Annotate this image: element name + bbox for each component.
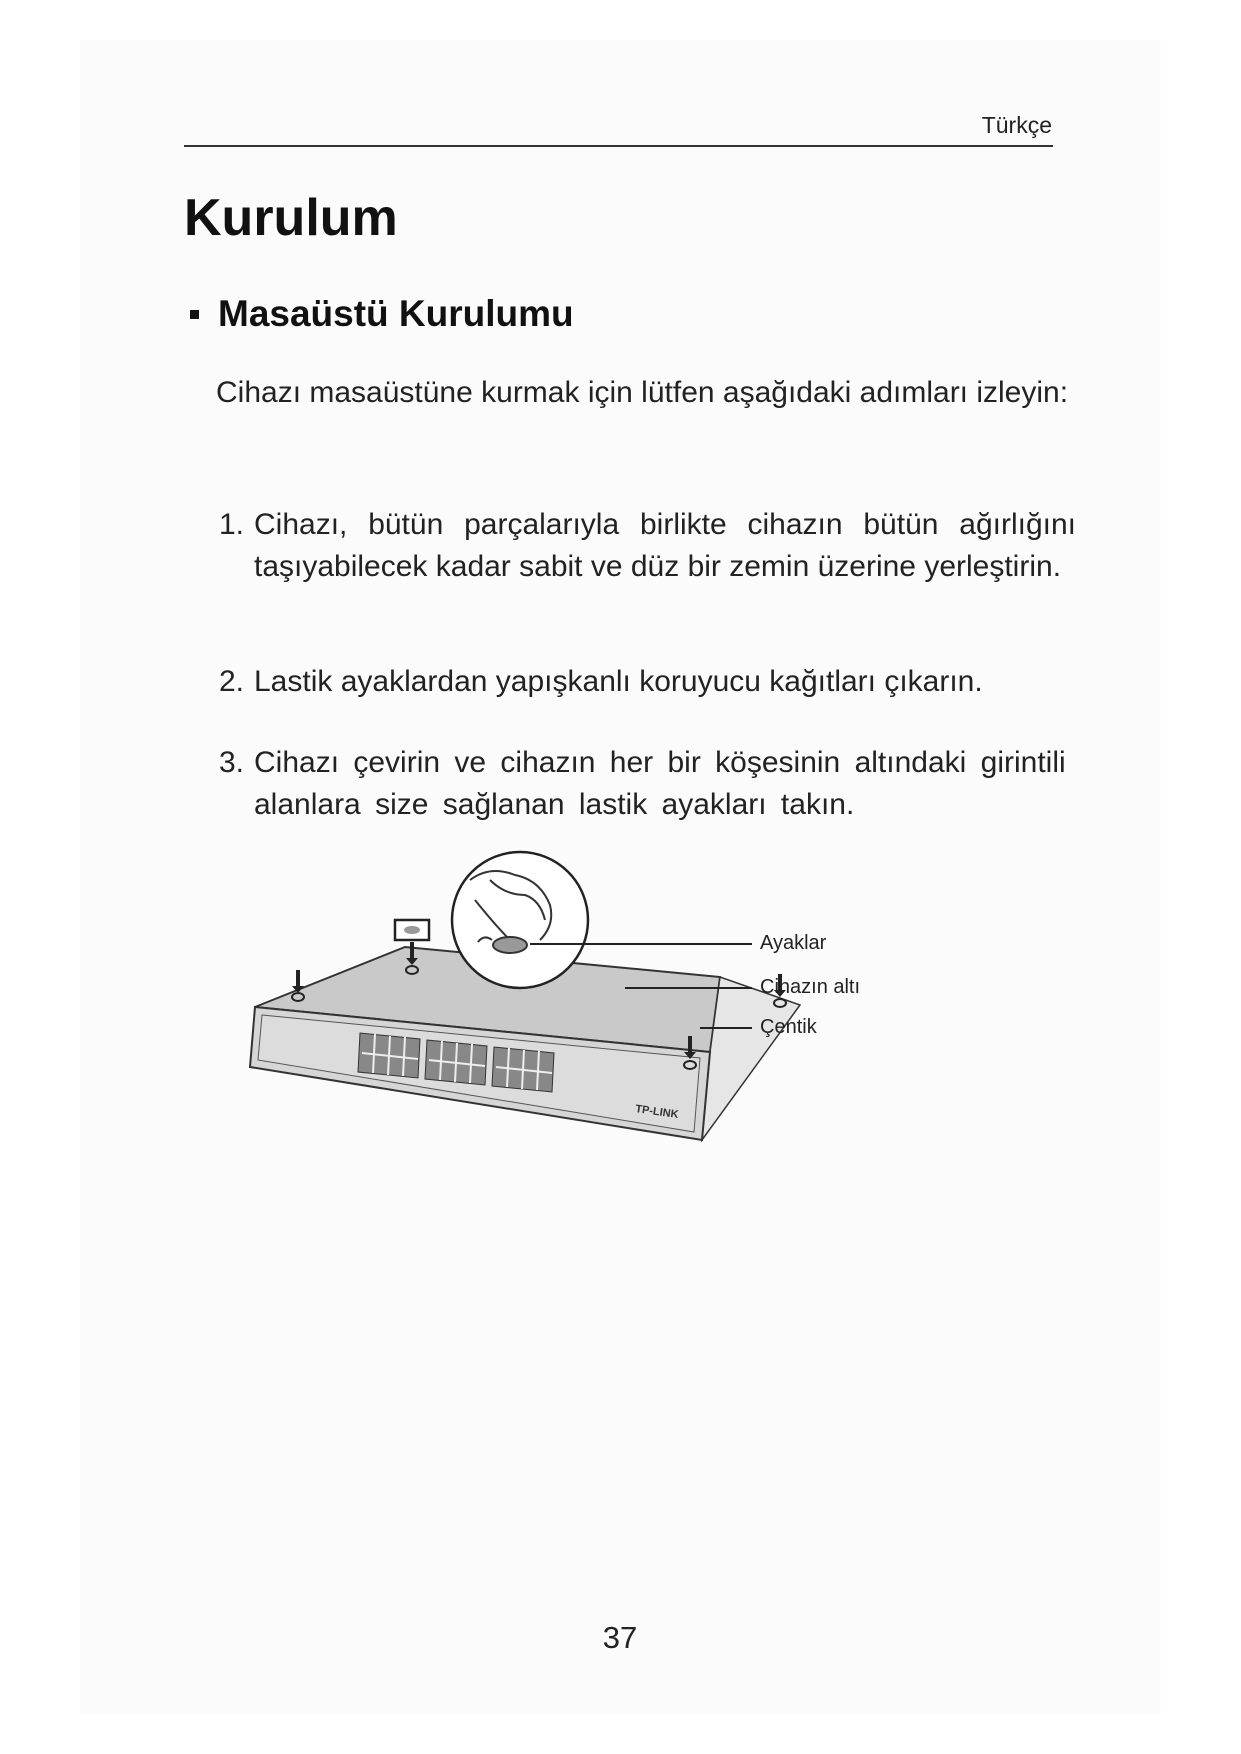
foot-arrow-icon (410, 942, 414, 960)
foot-arrow-icon (688, 1036, 692, 1054)
intro-paragraph: Cihazı masaüstüne kurmak için lütfen aşağıdaki adımları izleyin: (216, 376, 1069, 409)
language-label: Türkçe (981, 112, 1052, 138)
foot-arrow-icon (296, 970, 300, 988)
header-rule (184, 145, 1053, 147)
page-title: Kurulum (184, 189, 398, 247)
step-text: Lastik ayaklardan yapışkanlı koruyucu kağıtları çıkarın. (254, 665, 983, 698)
label-feet: Ayaklar (760, 932, 827, 954)
zoom-circle (452, 852, 588, 988)
page-number: 37 (602, 1620, 638, 1655)
switch-illustration (240, 850, 980, 1170)
square-bullet-icon (190, 310, 199, 319)
brand-text: TP-LINK (634, 1103, 680, 1122)
step-text: Cihazı çevirin ve cihazın her bir köşesinin altındaki girintili alanlara size sağlanan lastik ayakları takın. (254, 746, 1066, 821)
label-underside: Cihazın altı (760, 976, 861, 998)
step-item (219, 504, 1079, 634)
step-item (219, 661, 1079, 705)
label-notch: Çentik (760, 1016, 817, 1038)
installation-figure (240, 850, 980, 1170)
step-item (219, 742, 1079, 830)
step-number: 2. (219, 665, 245, 698)
step-text: Cihazı, bütün parçalarıyla birlikte cihazın bütün ağırlığını taşıyabilecek kadar sabit ve düz bir zemin üzerine yerleştirin. (254, 508, 1076, 583)
step-number: 3. (219, 746, 245, 779)
step-number: 1. (219, 508, 245, 541)
section-heading-text: Masaüstü Kurulumu (218, 293, 574, 334)
section-heading (190, 293, 574, 335)
